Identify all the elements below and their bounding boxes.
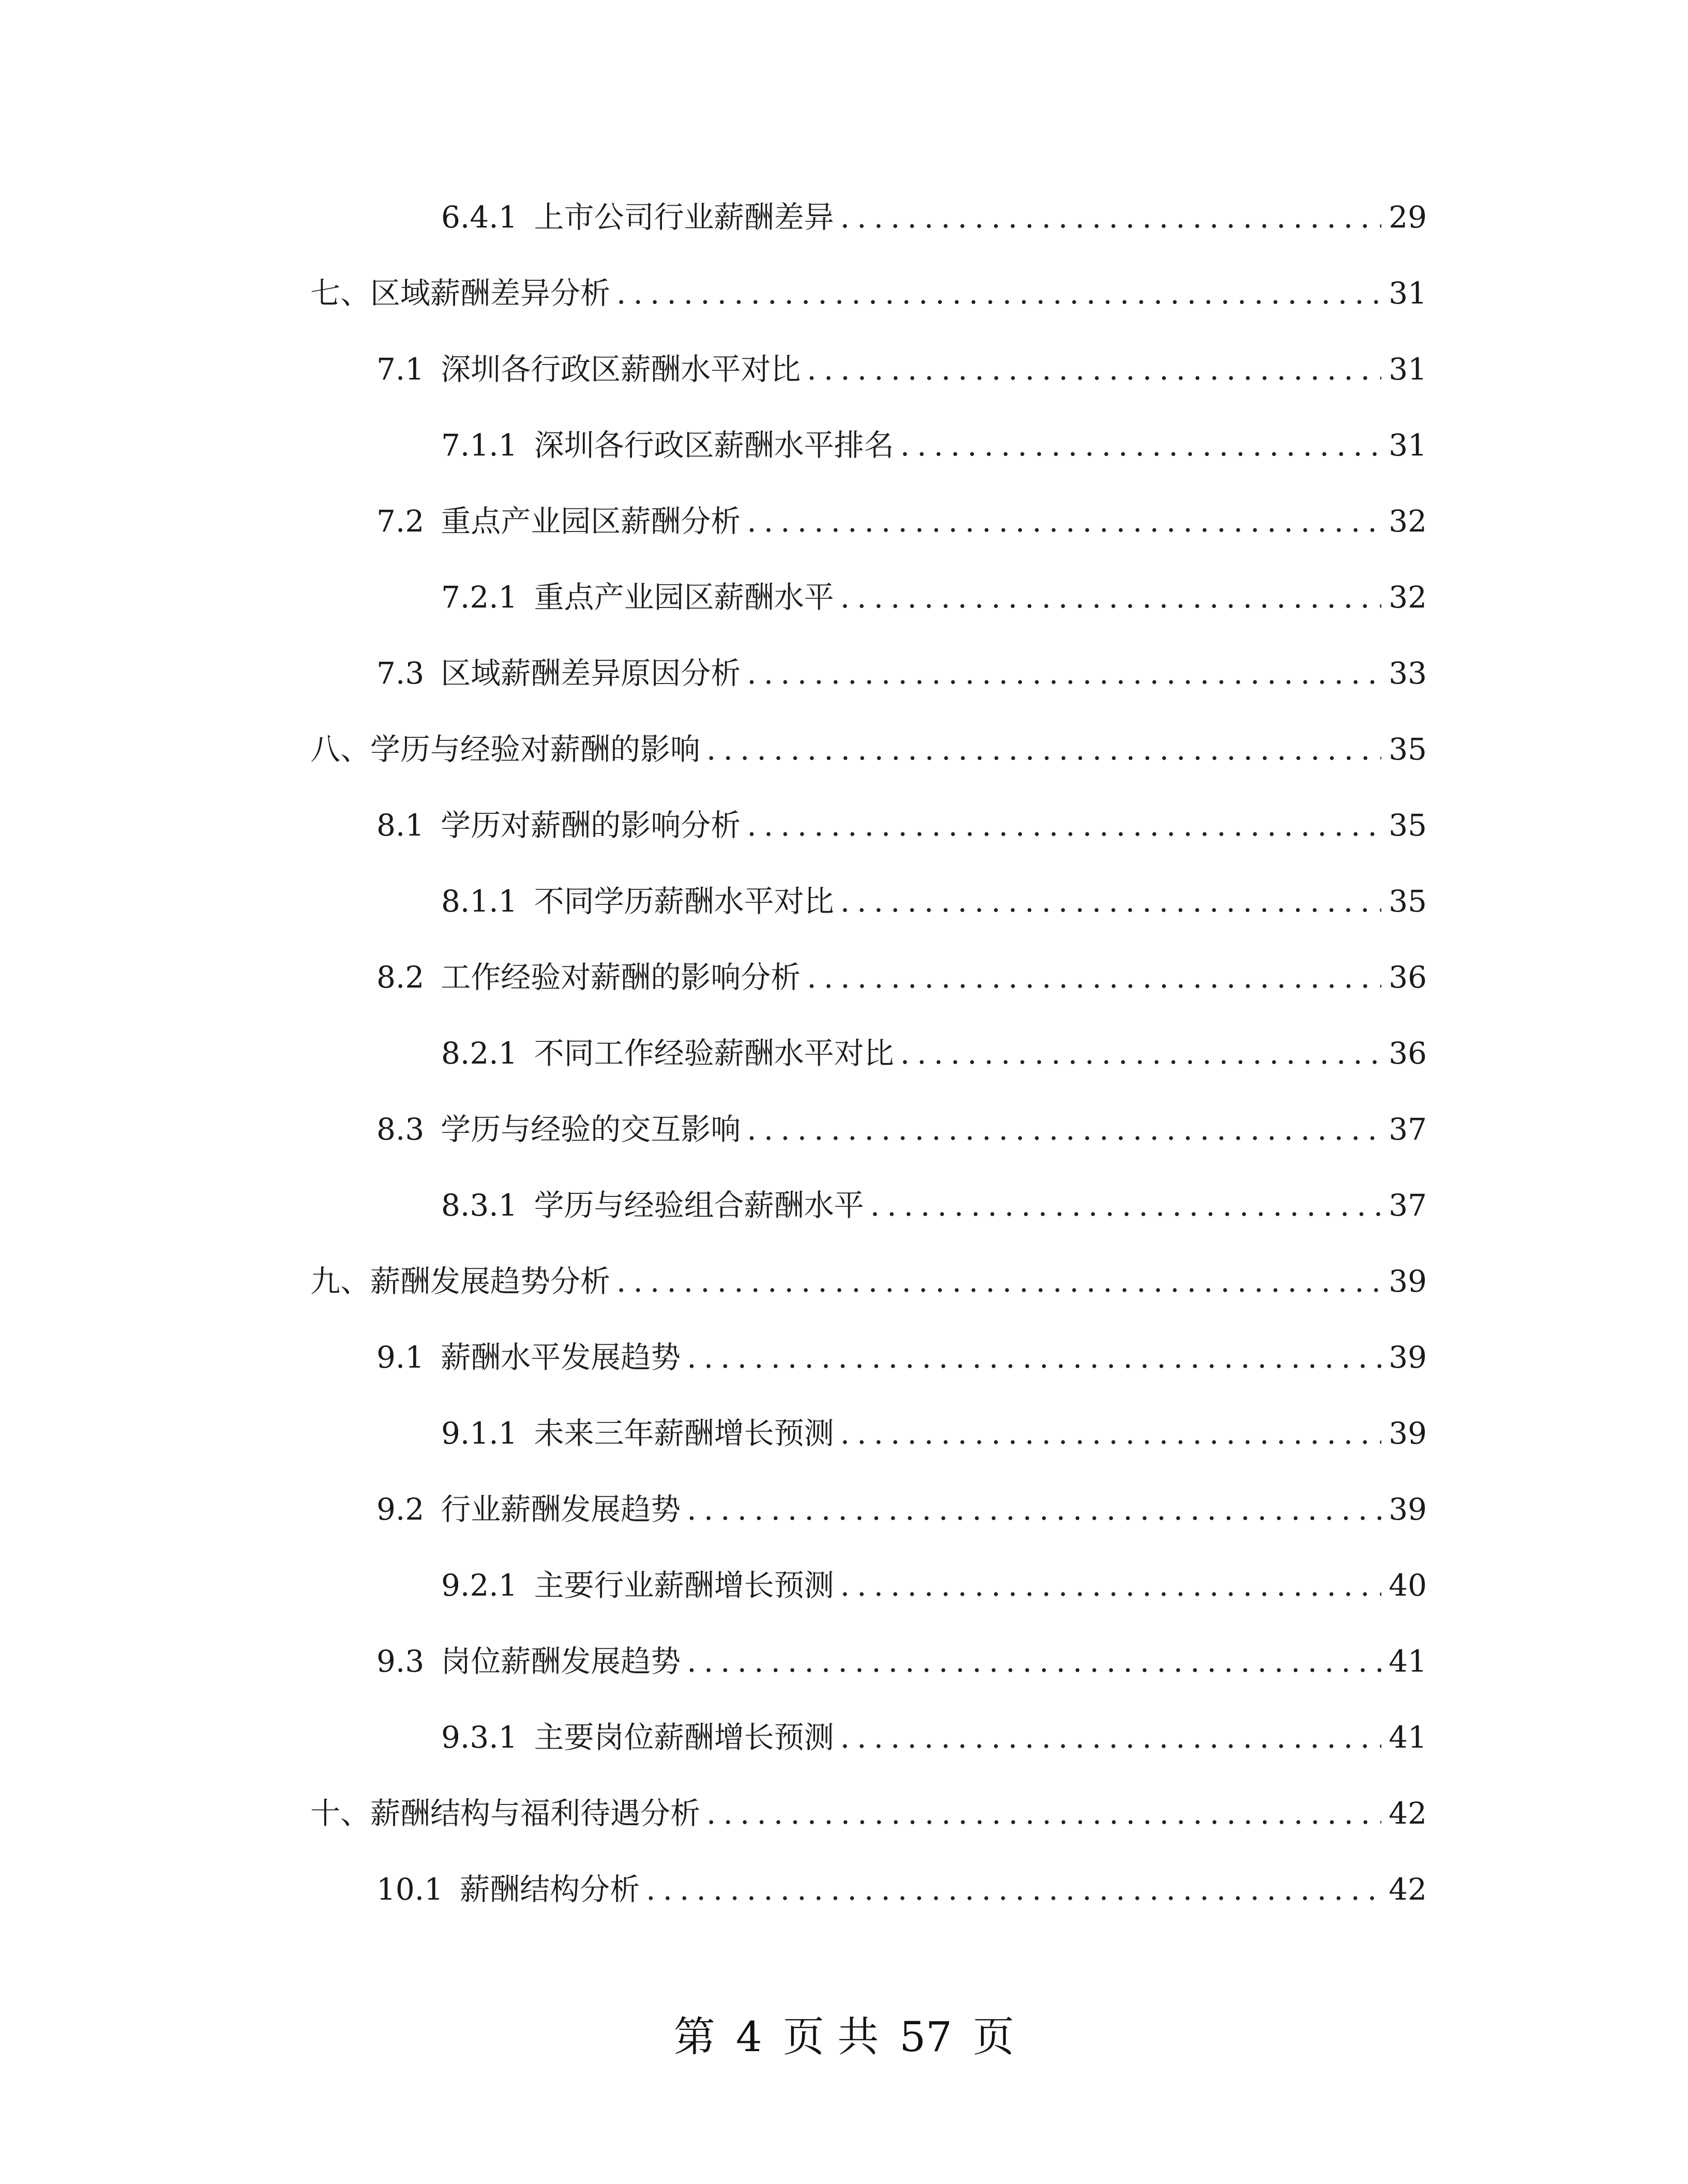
toc-entry-title: 岗位薪酬发展趋势: [441, 1644, 681, 1679]
toc-entry[interactable]: [376, 1635, 1427, 1687]
toc-entry-page: 39: [1389, 1492, 1427, 1527]
toc-leader-dots: [616, 1255, 1381, 1307]
toc-entry[interactable]: [376, 1483, 1427, 1535]
toc-entry-title: 深圳各行政区薪酬水平排名: [534, 428, 894, 463]
toc-entry-number: 8.3: [376, 1112, 425, 1147]
toc-leader-dots: [840, 1711, 1382, 1763]
toc-entry[interactable]: [441, 875, 1427, 927]
toc-entry-number: 8.2: [376, 960, 425, 995]
toc-entry-number: 10.1: [376, 1872, 444, 1907]
toc-entry-title: 八、学历与经验对薪酬的影响: [310, 732, 701, 767]
toc-entry-page: 31: [1389, 352, 1427, 387]
toc-leader-dots: [840, 1407, 1382, 1459]
footer-suffix: 页: [973, 2013, 1015, 2061]
toc-leader-dots: [840, 1559, 1382, 1611]
toc-entry-page: 31: [1389, 276, 1427, 311]
toc-entry[interactable]: [376, 799, 1427, 851]
toc-entry-page: 35: [1389, 732, 1427, 767]
toc-entry-title: 未来三年薪酬增长预测: [534, 1416, 834, 1451]
toc-leader-dots: [807, 951, 1381, 1003]
toc-entry-page: 39: [1389, 1264, 1427, 1299]
toc-entry-page: 39: [1389, 1416, 1427, 1451]
toc-entry-title: 九、薪酬发展趋势分析: [310, 1264, 611, 1299]
toc-entry[interactable]: [310, 267, 1427, 319]
toc-entry-number: 8.1.1: [441, 884, 518, 919]
toc-entry-page: 42: [1389, 1872, 1427, 1907]
toc-entry-page: 39: [1389, 1340, 1427, 1375]
toc-leader-dots: [706, 1787, 1381, 1839]
toc-leader-dots: [747, 1103, 1381, 1155]
toc-entry-page: 29: [1389, 200, 1427, 235]
toc-entry-title: 不同学历薪酬水平对比: [534, 884, 834, 919]
toc-entry[interactable]: [376, 495, 1427, 547]
toc-entry[interactable]: [441, 1559, 1427, 1611]
footer-prefix: 第: [673, 2013, 715, 2061]
toc-entry-title: 主要岗位薪酬增长预测: [534, 1720, 834, 1755]
toc-entry-title: 薪酬水平发展趋势: [441, 1340, 681, 1375]
toc-entry-number: 9.1.1: [441, 1416, 518, 1451]
toc-entry-title: 区域薪酬差异原因分析: [441, 656, 741, 691]
toc-entry-title: 工作经验对薪酬的影响分析: [441, 960, 801, 995]
toc-entry-number: 8.1: [376, 808, 425, 843]
toc-entry[interactable]: [441, 419, 1427, 471]
toc-entry[interactable]: [441, 1179, 1427, 1231]
toc-entry-title: 上市公司行业薪酬差异: [534, 200, 834, 235]
toc-entry-page: 36: [1389, 1036, 1427, 1071]
toc-leader-dots: [900, 419, 1382, 471]
toc-entry-number: 9.3.1: [441, 1720, 518, 1755]
footer-total-pages: 57: [899, 2013, 953, 2061]
toc-leader-dots: [840, 571, 1382, 623]
toc-entry[interactable]: [376, 951, 1427, 1003]
toc-entry-number: 8.2.1: [441, 1036, 518, 1071]
toc-entry-page: 35: [1389, 884, 1427, 919]
toc-entry-page: 33: [1389, 656, 1427, 691]
toc-entry-page: 31: [1389, 428, 1427, 463]
toc-leader-dots: [687, 1483, 1381, 1535]
toc-entry-number: 8.3.1: [441, 1188, 518, 1223]
toc-entry-page: 40: [1389, 1568, 1427, 1603]
toc-entry-number: 7.1.1: [441, 428, 518, 463]
toc-entry-number: 9.1: [376, 1340, 425, 1375]
toc-entry[interactable]: [376, 343, 1427, 395]
toc-leader-dots: [747, 799, 1381, 851]
toc-entry[interactable]: [441, 1027, 1427, 1079]
toc-leader-dots: [646, 1863, 1381, 1915]
toc-entry-page: 37: [1389, 1112, 1427, 1147]
toc-leader-dots: [747, 495, 1381, 547]
toc-entry-title: 十、薪酬结构与福利待遇分析: [310, 1796, 701, 1831]
toc-leader-dots: [687, 1331, 1381, 1383]
toc-entry-number: 7.1: [376, 352, 425, 387]
toc-entry-title: 学历对薪酬的影响分析: [441, 808, 741, 843]
toc-leader-dots: [747, 647, 1381, 699]
toc-entry-number: 7.2: [376, 504, 425, 539]
toc-entry-page: 36: [1389, 960, 1427, 995]
toc-entry-title: 深圳各行政区薪酬水平对比: [441, 352, 801, 387]
toc-entry[interactable]: [441, 1711, 1427, 1763]
toc-entry-title: 学历与经验的交互影响: [441, 1112, 741, 1147]
toc-entry[interactable]: [441, 191, 1427, 243]
toc-entry-title: 行业薪酬发展趋势: [441, 1492, 681, 1527]
footer-middle: 页 共: [782, 2013, 879, 2061]
toc-entry[interactable]: [441, 571, 1427, 623]
toc-entry[interactable]: [310, 1255, 1427, 1307]
toc-entry-page: 41: [1389, 1720, 1427, 1755]
toc-entry-page: 35: [1389, 808, 1427, 843]
toc-entry-number: 9.2.1: [441, 1568, 518, 1603]
toc-entry-number: 6.4.1: [441, 200, 518, 235]
toc-entry-title: 七、区域薪酬差异分析: [310, 276, 611, 311]
toc-leader-dots: [840, 191, 1382, 243]
toc-entry-title: 重点产业园区薪酬水平: [534, 580, 834, 615]
toc-entry[interactable]: [376, 647, 1427, 699]
toc-leader-dots: [706, 723, 1381, 775]
toc-leader-dots: [840, 875, 1382, 927]
toc-entry-title: 主要行业薪酬增长预测: [534, 1568, 834, 1603]
toc-entry[interactable]: [310, 1787, 1427, 1839]
toc-leader-dots: [687, 1635, 1381, 1687]
toc-entry-title: 重点产业园区薪酬分析: [441, 504, 741, 539]
toc-leader-dots: [616, 267, 1381, 319]
toc-entry[interactable]: [441, 1407, 1427, 1459]
toc-entry-number: 9.2: [376, 1492, 425, 1527]
toc-entry-page: 32: [1389, 580, 1427, 615]
toc-entry-title: 学历与经验组合薪酬水平: [534, 1188, 864, 1223]
toc-entry[interactable]: [376, 1103, 1427, 1155]
footer-current-page: 4: [735, 2013, 762, 2061]
toc-entry-number: 7.3: [376, 656, 425, 691]
toc-entry-number: 7.2.1: [441, 580, 518, 615]
toc-leader-dots: [870, 1179, 1382, 1231]
toc-entry-page: 41: [1389, 1644, 1427, 1679]
toc-entry-title: 不同工作经验薪酬水平对比: [534, 1036, 894, 1071]
toc-leader-dots: [900, 1027, 1382, 1079]
toc-entry-number: 9.3: [376, 1644, 425, 1679]
toc-entry-page: 37: [1389, 1188, 1427, 1223]
toc-entry[interactable]: [376, 1863, 1427, 1915]
toc-entry-page: 42: [1389, 1796, 1427, 1831]
page-footer: [0, 2006, 1688, 2068]
toc-leader-dots: [807, 343, 1381, 395]
toc-entry-page: 32: [1389, 504, 1427, 539]
toc-entry-title: 薪酬结构分析: [460, 1872, 640, 1907]
toc-entry[interactable]: [376, 1331, 1427, 1383]
toc-entry[interactable]: [310, 723, 1427, 775]
